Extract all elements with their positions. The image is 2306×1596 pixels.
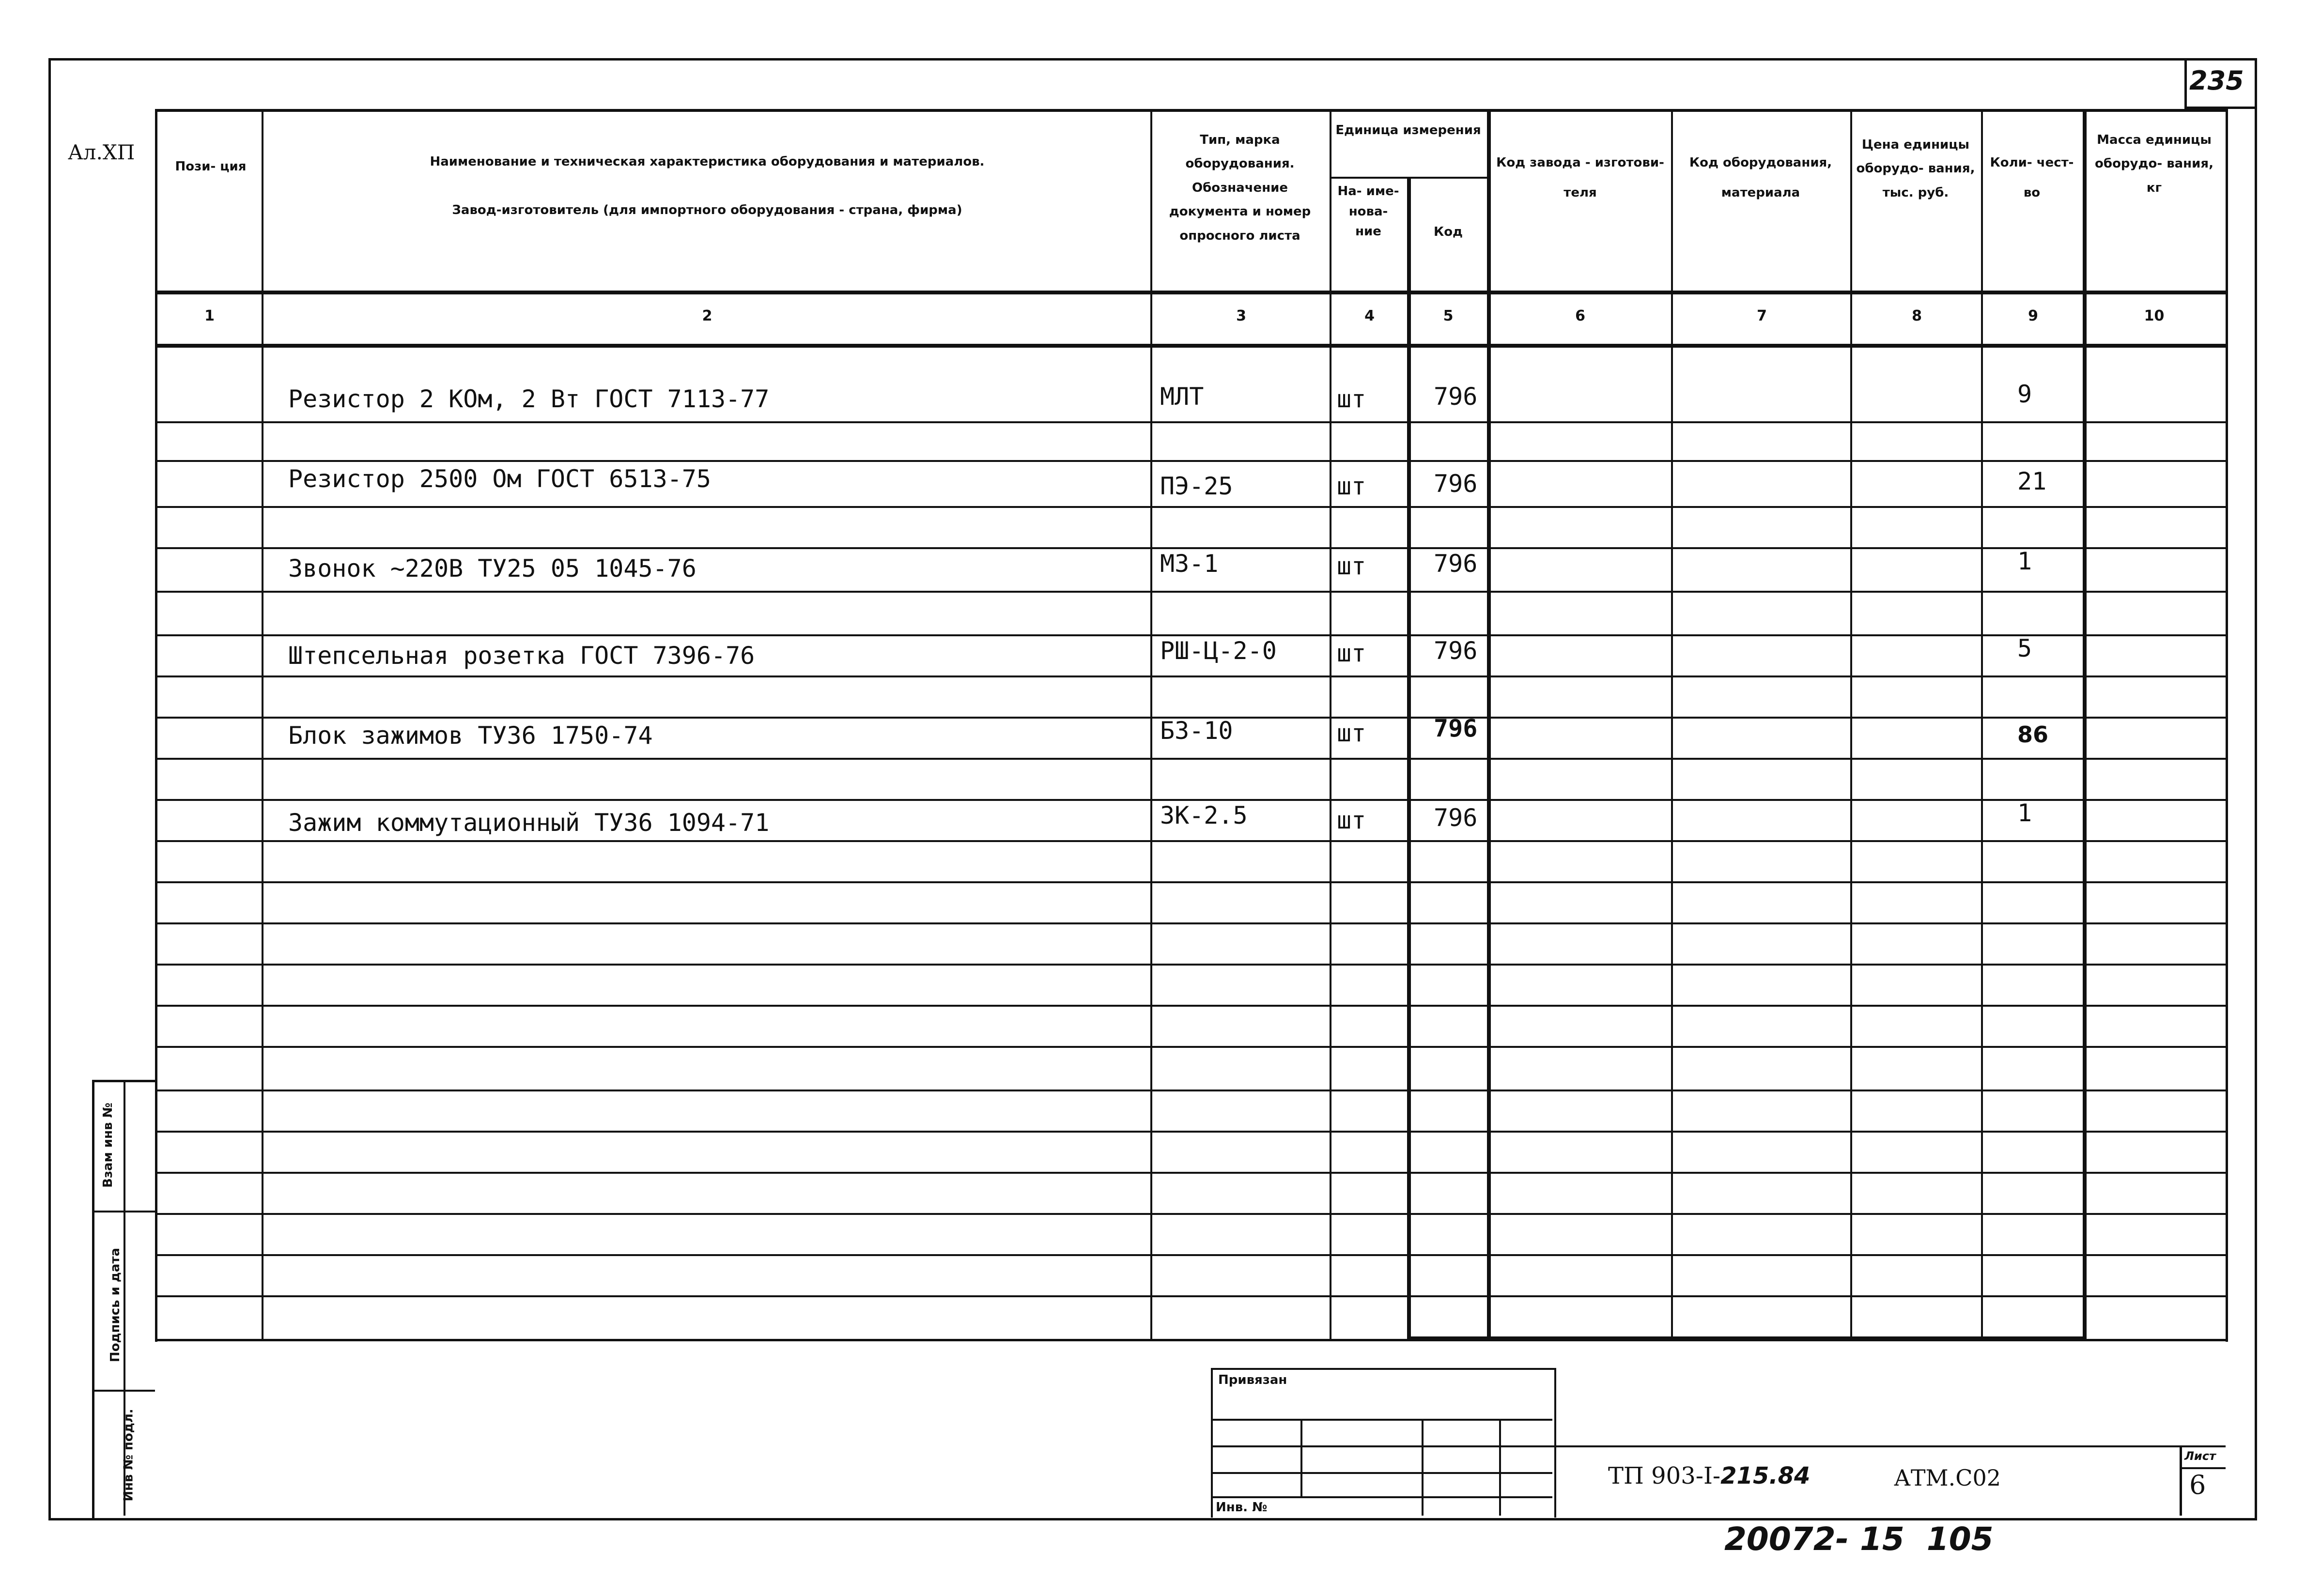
row-line (155, 840, 2226, 842)
row-name: Резистор 2 КОм, 2 Вт ГОСТ 7113-77 (288, 385, 770, 413)
linked-line (1211, 1419, 1552, 1421)
row-line (155, 591, 2226, 593)
row-line (155, 634, 2226, 636)
side-inv-no: № подл. (121, 1409, 136, 1470)
row-type: МЛТ (1160, 383, 1204, 411)
row-line (155, 964, 2226, 966)
linked-vline (1422, 1419, 1424, 1516)
header-name-line2: Завод-изготовитель (для импортного оборудования - страна, фирма) (452, 203, 962, 217)
linked-vline (1499, 1419, 1501, 1516)
row-type: БЗ-10 (1160, 717, 1233, 745)
row-code: 796 (1434, 714, 1478, 742)
header-unit-name: На- име- нова- ние (1337, 184, 1399, 239)
col-number: 10 (2144, 307, 2165, 324)
row-type: РШ-Ц-2-0 (1160, 637, 1277, 665)
row-line (155, 547, 2226, 549)
col-number: 4 (1364, 307, 1375, 324)
col-line-1 (262, 109, 263, 1339)
row-qty: 5 (2017, 634, 2032, 662)
row-qty: 21 (2017, 467, 2047, 495)
row-name: Зажим коммутационный ТУ36 1094-71 (288, 809, 770, 837)
row-line (155, 1005, 2226, 1007)
row-line (155, 758, 2226, 760)
col-number: 9 (2028, 307, 2038, 324)
row-qty: 86 (2017, 721, 2049, 748)
col-line-3 (1330, 109, 1331, 1339)
row-line (155, 799, 2226, 801)
row-code: 796 (1434, 383, 1478, 411)
sheet-no-line (2180, 1467, 2226, 1469)
row-line (155, 460, 2226, 462)
linked-line (1211, 1496, 1552, 1498)
doc-number (1608, 1462, 1810, 1489)
sheet-number: 6 (2189, 1470, 2206, 1500)
sheet-ref: 235 (2189, 65, 2244, 96)
col-line-7 (1850, 109, 1852, 1339)
row-code: 796 (1434, 470, 1478, 498)
row-qty: 1 (2017, 799, 2032, 827)
header-mass: Масса единицы оборудо- вания, кг (2095, 133, 2213, 195)
header-position: Пози- ция (175, 159, 247, 174)
row-name: Блок зажимов ТУ36 1750-74 (288, 721, 653, 750)
col-number: 5 (1443, 307, 1454, 324)
linked-label: Привязан (1218, 1373, 1287, 1387)
row-code: 796 (1434, 550, 1478, 578)
side-stamp-line (92, 1211, 155, 1212)
header-unit-group: Единица измерения (1335, 123, 1481, 138)
doc-hand: 215.84 (1720, 1462, 1811, 1489)
header-name-line1: Наименование и техническая характеристика оборудования и материалов. (430, 154, 985, 169)
row-line (155, 675, 2226, 677)
row-line (155, 1213, 2226, 1215)
linked-line (1211, 1445, 1552, 1447)
header-unit-code: Код (1433, 225, 1463, 239)
side-vzam: Взам инв № (100, 1103, 115, 1188)
row-unit: шт (1337, 806, 1366, 834)
header-equip-code: Код оборудования, материала (1689, 155, 1832, 200)
col-number: 6 (1575, 307, 1585, 324)
album-label: Ал.XП (68, 140, 135, 164)
side-inv-prefix: Инв (121, 1474, 136, 1502)
linked-box (1211, 1368, 1556, 1518)
row-unit: шт (1337, 385, 1366, 413)
col-number: 8 (1912, 307, 1922, 324)
header-qty: Коли- чест- во (1990, 155, 2074, 200)
side-sign-date: Подпись и дата (108, 1247, 123, 1363)
row-line (155, 1090, 2226, 1091)
row-line (155, 506, 2226, 508)
footer-number: 20072- 15 105 (1724, 1520, 1994, 1558)
side-inv-podl (77, 1409, 174, 1502)
row-type: МЗ-1 (1160, 550, 1219, 578)
col-line-6 (1671, 109, 1673, 1339)
header-bottom-line (155, 291, 2226, 294)
col-line-2 (1150, 109, 1152, 1339)
doc-code: АТМ.С02 (1894, 1465, 2001, 1491)
row-line (155, 1131, 2226, 1133)
col-number: 3 (1236, 307, 1246, 324)
col-number: 7 (1757, 307, 1767, 324)
doc-prefix: ТП 903-I- (1608, 1462, 1721, 1489)
header-price: Цена единицы оборудо- вания, тыс. руб. (1856, 138, 1975, 200)
row-name: Резистор 2500 Ом ГОСТ 6513-75 (288, 465, 711, 493)
col-number: 2 (702, 307, 712, 324)
row-type: ПЭ-25 (1160, 472, 1233, 500)
sheet-label: Лист (2184, 1449, 2216, 1463)
title-block-top (155, 1339, 2226, 1341)
row-unit: шт (1337, 639, 1366, 667)
side-stamp-line (92, 1390, 155, 1392)
row-unit: шт (1337, 719, 1366, 747)
row-unit: шт (1337, 552, 1366, 580)
row-line (155, 1046, 2226, 1048)
col-line-5 (1487, 109, 1491, 1339)
row-unit: шт (1337, 472, 1366, 500)
col-line-4 (1407, 177, 1411, 1339)
row-line (155, 1172, 2226, 1174)
row-code: 796 (1434, 804, 1478, 832)
doc-block-top (1552, 1445, 2226, 1447)
row-line (155, 922, 2226, 924)
header-plant-code: Код завода - изготови- теля (1496, 155, 1664, 200)
col-number: 1 (204, 307, 215, 324)
linked-vline (1300, 1419, 1302, 1496)
row-line (155, 881, 2226, 883)
col-line-8 (1981, 109, 1983, 1339)
row-line (155, 1254, 2226, 1256)
header-type: Тип, марка оборудования. Обозначение документа и номер опросного листа (1169, 133, 1311, 243)
row-type: ЗК-2.5 (1160, 801, 1248, 829)
row-line (155, 1295, 2226, 1297)
row-qty: 9 (2017, 380, 2032, 408)
row-code: 796 (1434, 637, 1478, 665)
linked-line (1211, 1472, 1552, 1474)
row-qty: 1 (2017, 547, 2032, 575)
row-name: Штепсельная розетка ГОСТ 7396-76 (288, 642, 755, 670)
col-line-9 (2083, 109, 2087, 1339)
inv-label: Инв. № (1216, 1500, 1268, 1515)
colnum-bottom-line (155, 344, 2226, 348)
row-line (155, 421, 2226, 423)
row-name: Звонок ~220В ТУ25 05 1045-76 (288, 554, 696, 583)
